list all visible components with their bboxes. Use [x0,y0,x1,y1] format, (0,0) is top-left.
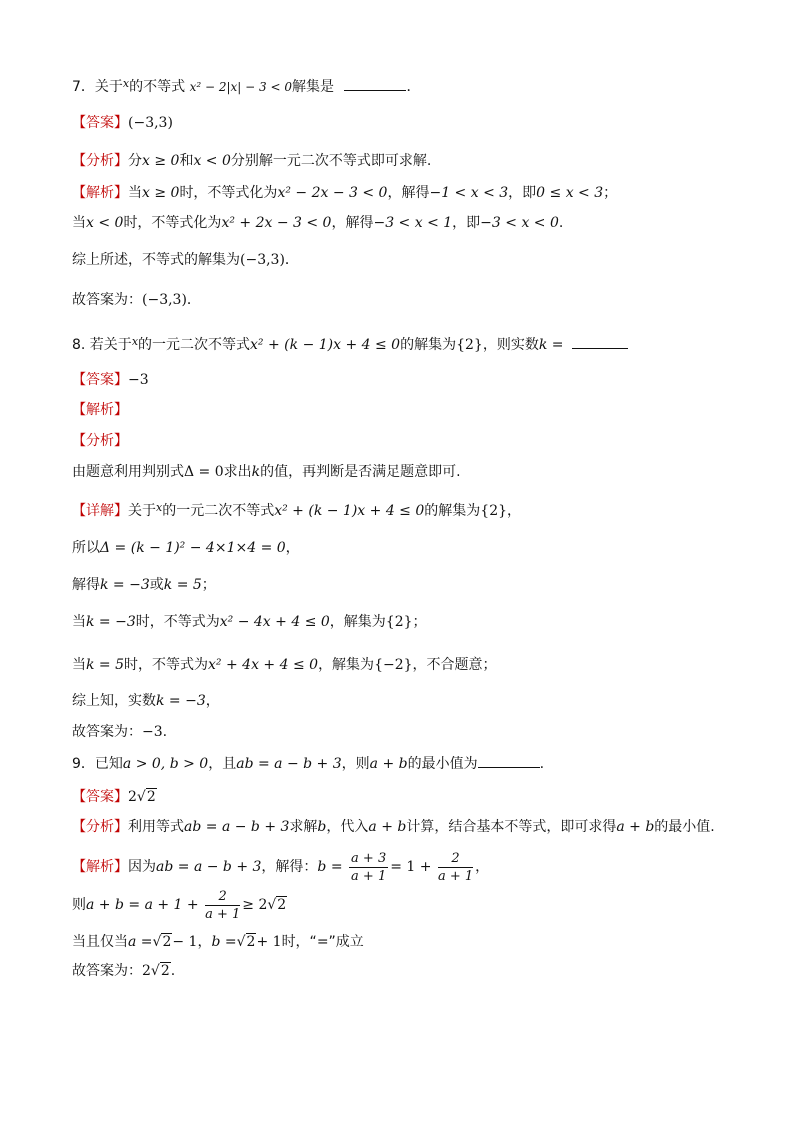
q7-solution-line-2 [72,213,563,233]
analysis-tag: 【分析】 [72,153,128,169]
text: 解得 [72,577,100,593]
text: 时，不等式为 [135,614,220,630]
q8-solution-heading [72,400,128,420]
q9-analysis [72,817,715,837]
math: {2} [385,614,413,630]
q8-analysis-heading [72,431,128,451]
text: ， [205,693,220,709]
analysis-tag: 【分析】 [72,433,128,449]
q7-analysis-text-3: 分别解一元二次不等式即可求解. [230,153,432,169]
q7-var: x [122,77,130,90]
q8-answer-value: −3 [128,372,149,388]
text: 时，不等式为 [124,657,209,673]
radicand: 2 [160,963,170,979]
q7-analysis-text: 分 [128,153,142,169]
math: (−3,3) [240,252,285,268]
text: ，解得 [387,185,430,201]
analysis-tag: 【分析】 [72,819,128,835]
q8-detail-line-7 [72,722,167,742]
q9-stem-text-2: ，且 [208,756,237,772]
text: ，解得 [331,215,374,231]
numerator: 2 [438,850,473,868]
q7-stem-text-3: 解集是 [291,79,334,95]
q9-solution-line-3: 当且仅当a =√2− 1，b =√2+ 1时，“=”成立 [72,934,364,950]
text: 当 [72,614,86,630]
answer-blank [344,78,406,91]
answer-blank [572,336,628,349]
q9-stem-text: 9．已知 [72,756,123,772]
radicand: 2 [246,934,256,950]
numerator: a + 3 [351,850,387,866]
q8-detail-line-1 [72,498,521,521]
math: x² − 4x + 4 ≤ 0 [219,614,330,630]
q8-stem-text-2: 的一元二次不等式 [138,337,251,353]
math: k = −3 [156,693,206,709]
text: 求解 [289,819,318,835]
text: 故答案为： [72,292,142,308]
math: k = −3 [100,577,150,593]
text: 或 [149,577,164,593]
math: ab = a − b + 3 [156,859,262,875]
math: x < 0 [86,215,124,231]
fraction [438,850,473,885]
denominator: a + 1 [351,868,387,884]
q8-detail-line-6 [72,691,220,711]
q7-answer-value: (−3,3) [128,115,173,131]
math: Δ = 0 [184,464,224,480]
detail-tag: 【详解】 [72,503,128,519]
text: ， [507,503,522,519]
text: ； [412,614,427,630]
q9-answer-radicand: 2 [146,789,156,805]
q8-answer [72,370,149,390]
text: 当 [128,185,142,201]
text: 所以 [72,540,100,556]
math: {−2} [374,657,413,673]
text: 时，不等式化为 [123,215,222,231]
q9-conditions: a > 0, b > 0 [122,756,209,772]
denominator: a + 1 [205,906,241,922]
radicand: 2 [162,934,172,950]
q7-inequality: x² − 2|x| − 3 < 0 [189,80,292,94]
math: x ≥ 0 [142,185,180,201]
q9-solution-line-4: 故答案为：2√2. [72,963,176,979]
q9-answer: 【答案】2√2 [72,789,156,805]
math: + 1 [256,934,282,950]
text: ，即 [508,185,537,201]
math: x² + 2x − 3 < 0 [221,215,332,231]
answer-tag: 【答案】 [72,789,128,805]
text: 由题意利用判别式 [72,464,184,480]
q7-solution-line-4 [72,290,201,310]
math: k = −3 [86,614,136,630]
q7-answer [72,113,173,133]
q7-stem-text: 7．关于 [72,79,123,95]
text: ， [197,934,212,950]
q9-sum: a + b [369,756,408,772]
math: {2} [480,503,508,519]
q8-stem-text-4: ，则实数 [482,337,539,353]
math: a + b = a + 1 + [86,897,199,913]
radicand: 2 [277,897,287,913]
q9-stem-text-4: 的最小值为 [407,756,478,772]
solution-tag: 【解析】 [72,185,128,201]
text: ． [186,292,201,308]
q8-detail-line-5 [72,655,497,675]
math: a + b [368,819,407,835]
q9-answer-coef: 2 [128,789,137,805]
math: x [156,501,163,514]
q7-stem-text-2: 的不等式 [129,79,186,95]
text: 利用等式 [128,819,184,835]
q9-stem [72,754,544,774]
math: k = 5 [163,577,202,593]
math: k = 5 [86,657,125,673]
text: ，不合题意； [412,657,497,673]
q8-stem-text-3: 的解集为 [400,337,457,353]
math: Δ = (k − 1)² − 4×1×4 = 0 [100,540,286,556]
q8-detail-line-2 [72,538,300,558]
text: 的解集为 [424,503,481,519]
text: 故答案为： [72,963,142,979]
math: x² + (k − 1)x + 4 ≤ 0 [274,503,425,519]
q8-inequality: x² + (k − 1)x + 4 ≤ 0 [250,337,401,353]
fraction [349,850,388,885]
q7-solution-line-3 [72,250,299,270]
text: 当 [72,657,86,673]
text: 综上知，实数 [72,693,156,709]
math: = 1 + [390,859,432,875]
q7-analysis [72,151,431,171]
text: ． [284,252,299,268]
text: 关于 [128,503,156,519]
solution-tag: 【解析】 [72,402,128,418]
numerator: 2 [205,888,240,906]
answer-tag: 【答案】 [72,372,128,388]
text: ； [603,185,618,201]
q7-period: ． [406,79,421,95]
text: 故答案为： [72,724,142,740]
q8-k-eq: k = [538,337,564,353]
q7-solution-line-1 [72,183,617,203]
text: 当且仅当 [72,934,128,950]
text: 求出 [223,464,252,480]
math: − 1 [172,934,198,950]
math: −3 < x < 1 [373,215,453,231]
math: x² − 2x − 3 < 0 [277,185,388,201]
q8-var: x [131,335,139,348]
math: (−3,3) [142,292,187,308]
math: b = [317,859,343,875]
text: 的值，再判断是否满足题意即可. [260,464,461,480]
text: ， [475,859,490,875]
answer-blank [478,755,540,768]
math: b = [211,934,237,950]
q9-solution-line-2: 则a + b = a + 1 + $\frac{2}{a + 1}$ ≥ 2√2 [72,888,287,922]
text: 当 [72,215,86,231]
text: 的最小值. [654,819,715,835]
math: ab = a − b + 3 [184,819,290,835]
text: ，代入 [326,819,369,835]
q8-detail-line-3 [72,575,216,595]
math: 2 [142,963,151,979]
text: . [162,724,168,740]
solution-tag: 【解析】 [72,859,128,875]
text: 计算，结合基本不等式，即可求得 [406,819,617,835]
text: 则 [72,897,86,913]
text: 时，不等式化为 [179,185,278,201]
math: 0 ≤ x < 3 [536,185,604,201]
math: −1 < x < 3 [429,185,509,201]
q8-analysis-text [72,462,461,482]
q7-analysis-text-2: 和 [179,153,194,169]
text: 综上所述，不等式的解集为 [72,252,240,268]
math: x² + 4x + 4 ≤ 0 [208,657,319,673]
q9-period: . [539,756,545,772]
text: ，解集为 [329,614,386,630]
q7-analysis-math: x ≥ 0 [142,153,180,169]
fraction [205,888,240,923]
q7-analysis-math-2: x < 0 [193,153,231,169]
math: −3 < x < 0 [480,215,559,231]
q9-equation: ab = a − b + 3 [236,756,342,772]
q8-solution-set: {2} [456,337,483,353]
q7-stem [72,74,420,97]
text: ， [285,540,300,556]
q9-stem-text-3: ，则 [341,756,370,772]
math: b [317,819,327,835]
text: ，即 [452,215,481,231]
text: . [558,215,564,231]
math: −3 [142,724,163,740]
q8-detail-line-4 [72,612,427,632]
math: k [251,464,261,480]
denominator: a + 1 [437,868,474,884]
text: ，解得： [261,859,318,875]
math: a = [128,934,153,950]
q8-stem-text: 8. 若关于 [72,337,132,353]
text: ，解集为 [318,657,375,673]
math: a + b [616,819,655,835]
math: ≥ 2 [242,897,268,913]
text: . [170,963,176,979]
text: 的一元二次不等式 [162,503,275,519]
text: ； [201,577,216,593]
answer-tag: 【答案】 [72,115,128,131]
text: 因为 [128,859,156,875]
text: 时，“=”成立 [281,934,364,950]
q9-solution-line-1 [72,848,489,886]
q8-stem [72,332,628,355]
